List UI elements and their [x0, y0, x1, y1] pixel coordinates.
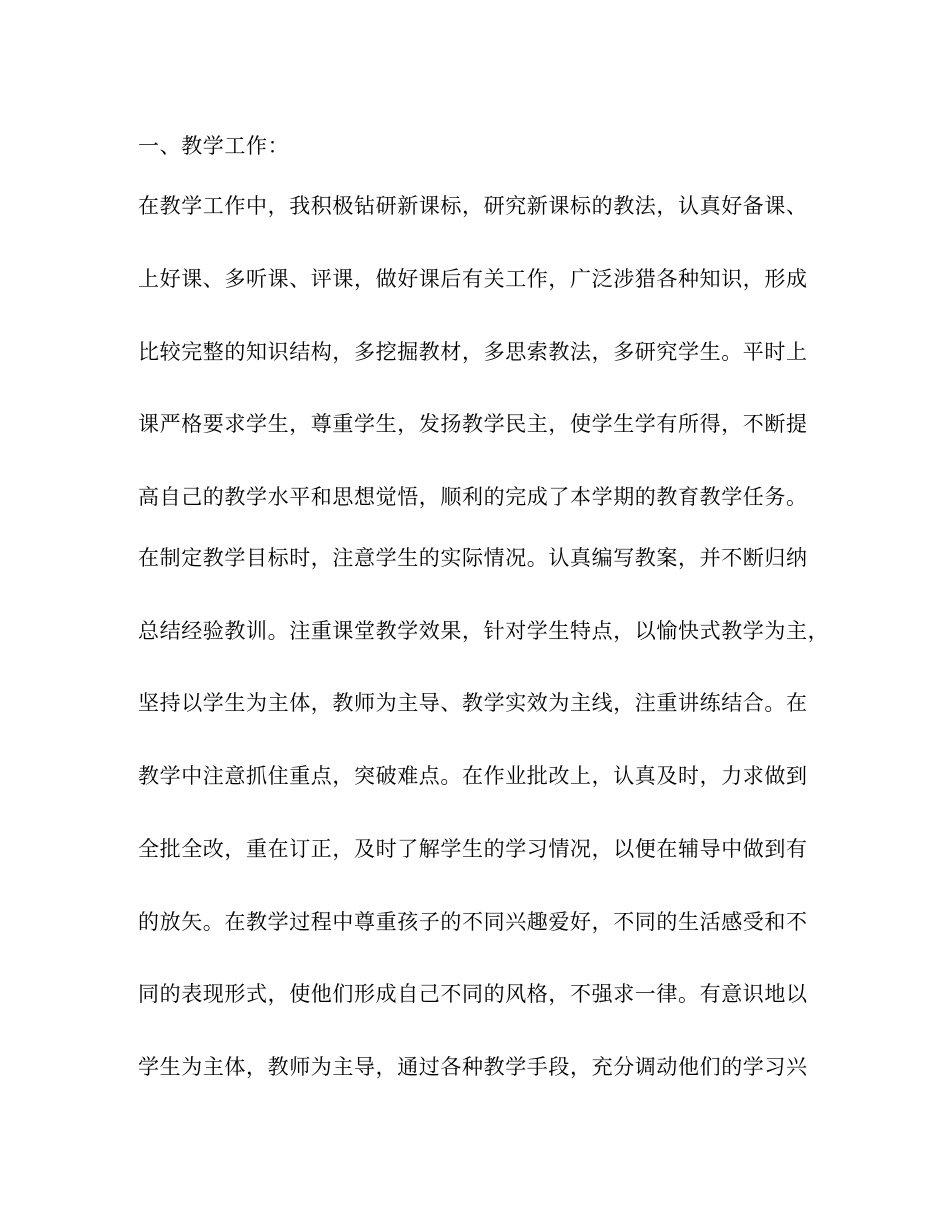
paragraph-line: 高自己的教学水平和思想觉悟，顺利的完成了本学期的教育教学任务。 [138, 485, 808, 509]
paragraph-line: 教学中注意抓住重点，突破难点。在作业批改上，认真及时，力求做到 [138, 764, 808, 788]
paragraph-line: 在教学工作中，我积极钻研新课标，研究新课标的教法，认真好备课、 [138, 194, 808, 218]
section-heading: 一、教学工作： [138, 134, 290, 158]
paragraph-line: 上好课、多听课、评课，做好课后有关工作，广泛涉猎各种知识，形成 [138, 267, 808, 291]
paragraph-line: 的放矢。在教学过程中尊重孩子的不同兴趣爱好，不同的生活感受和不 [138, 910, 808, 934]
paragraph-line: 同的表现形式，使他们形成自己不同的风格，不强求一律。有意识地以 [138, 982, 808, 1006]
paragraph-line: 在制定教学目标时，注意学生的实际情况。认真编写教案，并不断归纳 [138, 546, 808, 570]
paragraph-line: 全批全改，重在订正，及时了解学生的学习情况，以便在辅导中做到有 [138, 837, 808, 861]
paragraph-line: 坚持以学生为主体，教师为主导、教学实效为主线，注重讲练结合。在 [138, 691, 808, 715]
paragraph-line: 总结经验教训。注重课堂教学效果，针对学生特点，以愉快式教学为主， [138, 619, 830, 643]
paragraph-line: 课严格要求学生，尊重学生，发扬教学民主，使学生学有所得，不断提 [138, 412, 808, 436]
paragraph-line: 比较完整的知识结构，多挖掘教材，多思索教法，多研究学生。平时上 [138, 340, 808, 364]
paragraph-line: 学生为主体，教师为主导，通过各种教学手段，充分调动他们的学习兴 [138, 1055, 808, 1079]
